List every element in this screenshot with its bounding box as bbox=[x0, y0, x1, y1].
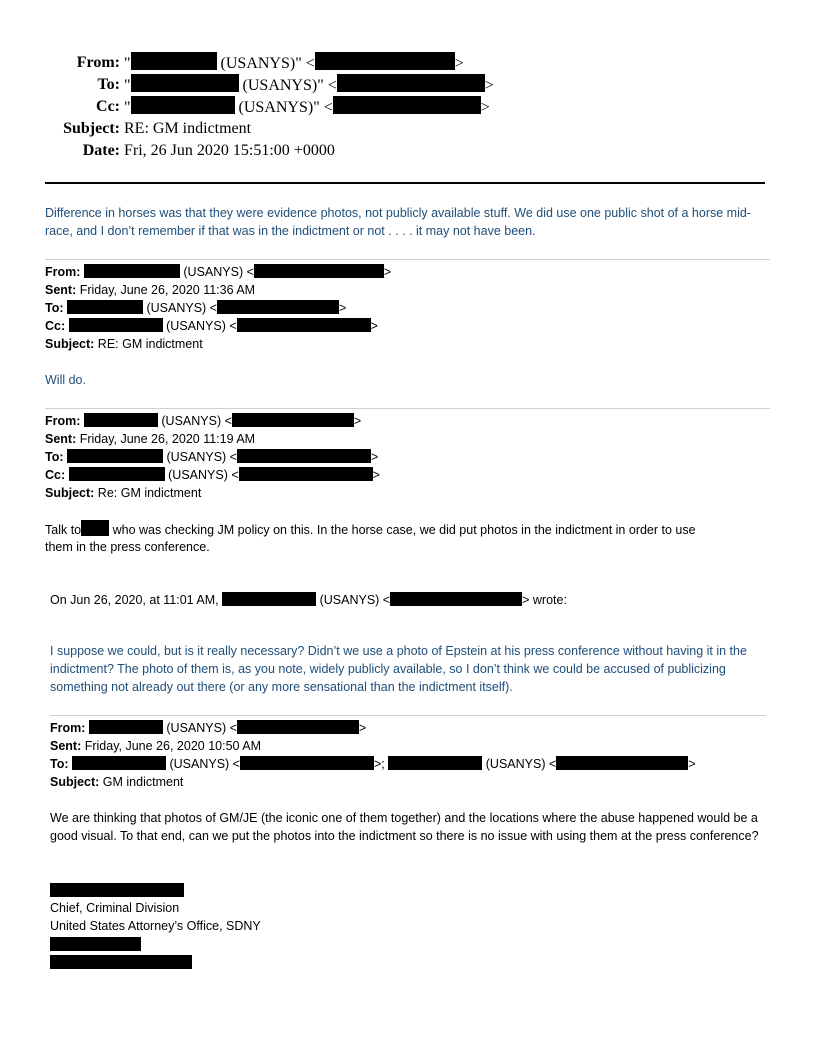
to-label: To: bbox=[45, 450, 64, 464]
sent-label: Sent: bbox=[50, 739, 82, 753]
redaction bbox=[239, 467, 373, 481]
message-divider bbox=[45, 408, 770, 409]
redaction bbox=[69, 318, 163, 332]
redaction bbox=[556, 756, 688, 770]
to-label: To: bbox=[97, 76, 120, 93]
cc-label: Cc: bbox=[45, 319, 66, 333]
redaction bbox=[67, 449, 163, 463]
redaction bbox=[89, 720, 163, 734]
redaction bbox=[222, 592, 316, 606]
subject-value: RE: GM indictment bbox=[97, 337, 203, 351]
date-value: Fri, 26 Jun 2020 15:51:00 +0000 bbox=[124, 142, 335, 159]
redaction bbox=[50, 955, 192, 969]
subject-label: Subject: bbox=[63, 120, 120, 137]
redaction bbox=[237, 720, 359, 734]
date-label: Date: bbox=[82, 142, 120, 159]
from-label: From: bbox=[45, 414, 81, 428]
from-label: From: bbox=[76, 54, 120, 71]
redaction bbox=[337, 74, 485, 92]
subject-value: RE: GM indictment bbox=[124, 120, 252, 137]
from-value: " (USANYS)" < > bbox=[124, 52, 464, 75]
redaction bbox=[84, 264, 180, 278]
sent-value: Friday, June 26, 2020 11:19 AM bbox=[79, 432, 256, 446]
to-label: To: bbox=[50, 757, 69, 771]
header-divider bbox=[45, 182, 765, 184]
message-body: We are thinking that photos of GM/JE (the iconic one of them together) and the locations where the abuse happened would be a good visual. To that end, can we put the photos into the indictment so there is no issue with using them at the press conference? bbox=[50, 811, 759, 843]
message-divider bbox=[50, 715, 766, 716]
redaction bbox=[240, 756, 374, 770]
redaction bbox=[81, 520, 109, 536]
redaction bbox=[50, 883, 184, 897]
subject-label: Subject: bbox=[50, 775, 100, 789]
redaction bbox=[69, 467, 165, 481]
message-body: Talk to who was checking JM policy on this. In the horse case, we did put photos in the indictment in order to use bbox=[45, 520, 696, 539]
message-body-line: them in the press conference. bbox=[45, 540, 210, 554]
subject-label: Subject: bbox=[45, 486, 95, 500]
cc-label: Cc: bbox=[45, 468, 66, 482]
redaction bbox=[388, 756, 482, 770]
cc-label: Cc: bbox=[96, 98, 120, 115]
redaction bbox=[50, 937, 141, 951]
sent-label: Sent: bbox=[45, 432, 77, 446]
quote-intro: On Jun 26, 2020, at 11:01 AM, (USANYS) < > wrote: bbox=[50, 593, 567, 607]
redaction bbox=[67, 300, 143, 314]
redaction bbox=[84, 413, 158, 427]
sent-value: Friday, June 26, 2020 10:50 AM bbox=[84, 739, 262, 753]
quoted-message-body: I suppose we could, but is it really necessary? Didn’t we use a photo of Epstein at his press conference without having it in the indictment? The photo of them is, as you note, widely publicly available, so I don’t think we could be accused of publicizing something not already out there (or any more sensational than the indictment itself). bbox=[50, 644, 747, 694]
from-label: From: bbox=[45, 265, 81, 279]
signature-office: United States Attorney’s Office, SDNY bbox=[50, 919, 261, 933]
message-body: Difference in horses was that they were evidence photos, not publicly available stuff. We did use one public shot of a horse mid-race, and I don’t remember if that was in the indictment or not . . . . it may not have been. bbox=[45, 206, 751, 238]
signature-title: Chief, Criminal Division bbox=[50, 901, 180, 915]
from-label: From: bbox=[50, 721, 86, 735]
to-label: To: bbox=[45, 301, 64, 315]
redaction bbox=[232, 413, 354, 427]
to-value: " (USANYS)" < > bbox=[124, 74, 494, 97]
sent-value: Friday, June 26, 2020 11:36 AM bbox=[79, 283, 256, 297]
redaction bbox=[390, 592, 522, 606]
redaction bbox=[131, 74, 239, 92]
subject-value: Re: GM indictment bbox=[97, 486, 202, 500]
subject-value: GM indictment bbox=[102, 775, 184, 789]
redaction bbox=[254, 264, 384, 278]
redaction bbox=[333, 96, 481, 114]
sent-label: Sent: bbox=[45, 283, 77, 297]
cc-value: " (USANYS)" < > bbox=[124, 96, 490, 119]
redaction bbox=[217, 300, 339, 314]
message-body: Will do. bbox=[45, 373, 86, 387]
subject-label: Subject: bbox=[45, 337, 95, 351]
redaction bbox=[72, 756, 166, 770]
redaction bbox=[131, 96, 235, 114]
redaction bbox=[131, 52, 217, 70]
message-divider bbox=[45, 259, 770, 260]
redaction bbox=[315, 52, 455, 70]
redaction bbox=[237, 318, 371, 332]
redaction bbox=[237, 449, 371, 463]
